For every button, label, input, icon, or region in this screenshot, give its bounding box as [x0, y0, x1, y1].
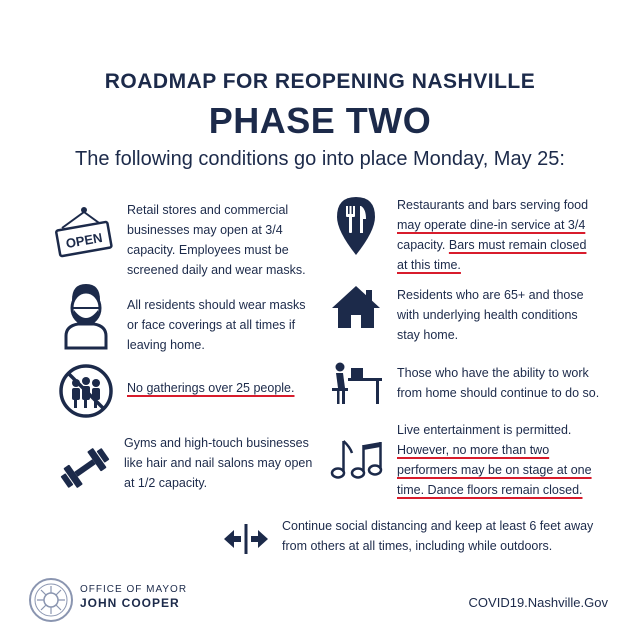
seniors-text: [397, 285, 584, 345]
retail-text: [127, 200, 306, 280]
open-sign-icon: [52, 206, 116, 262]
distancing-line-1: Continue social distancing and keep at least 6 feet away: [282, 519, 594, 533]
entertainment-line-1: Live entertainment is permitted.: [397, 423, 572, 437]
city-seal-icon: [28, 577, 74, 623]
seniors-line-3: stay home.: [397, 328, 459, 342]
masked-person-icon: [60, 282, 112, 350]
restaurants-line-3: capacity.: [397, 238, 446, 252]
dumbbell-icon: [58, 448, 112, 488]
retail-line-4: screened daily and wear masks.: [127, 263, 306, 277]
distancing-arrows-icon: [222, 524, 270, 554]
mayor-name: JOHN COOPER: [80, 596, 180, 610]
masks-line-2: or face coverings at all times if: [127, 318, 296, 332]
work-from-home-icon: [328, 360, 384, 406]
entertainment-text: [397, 420, 592, 500]
restaurants-line-3b: Bars must remain closed: [448, 238, 587, 252]
gatherings-line-1: No gatherings over 25 people.: [127, 381, 295, 395]
seniors-line-1: Residents who are 65+ and those: [397, 288, 584, 302]
house-icon: [330, 284, 382, 330]
entertainment-line-2: However, no more than two: [397, 443, 550, 457]
work-text: [397, 363, 599, 403]
masks-line-3: leaving home.: [127, 338, 205, 352]
restaurants-line-1: Restaurants and bars serving food: [397, 198, 589, 212]
gyms-line-3: at 1/2 capacity.: [124, 476, 208, 490]
gatherings-text: [127, 378, 294, 398]
office-label: OFFICE OF MAYOR: [80, 584, 188, 595]
restaurants-line-4: at this time.: [397, 258, 461, 272]
distancing-line-2: from others at all times, including while outdoors.: [282, 539, 553, 553]
retail-line-2: businesses may open at 3/4: [127, 223, 283, 237]
gyms-line-1: Gyms and high-touch businesses: [124, 436, 309, 450]
restaurants-text: [397, 195, 588, 275]
website-text: COVID19.Nashville.Gov: [468, 595, 608, 610]
retail-line-3: capacity. Employees must be: [127, 243, 289, 257]
seniors-line-2: with underlying health conditions: [397, 308, 578, 322]
phase-title: PHASE TWO: [208, 100, 432, 141]
entertainment-line-4: time. Dance floors remain closed.: [397, 483, 583, 497]
music-notes-icon: [330, 437, 384, 481]
page-subtitle: The following conditions go into place Monday, May 25:: [75, 148, 565, 170]
masks-text: [127, 295, 306, 355]
gyms-line-2: like hair and nail salons may open: [124, 456, 313, 470]
work-line-2: from home should continue to do so.: [397, 386, 600, 400]
retail-line-1: Retail stores and commercial: [127, 203, 289, 217]
restaurant-pin-icon: [333, 195, 379, 257]
work-line-1: Those who have the ability to work: [397, 366, 589, 380]
open-sign-text: OPEN: [64, 229, 104, 252]
page-title: ROADMAP FOR REOPENING NASHVILLE: [104, 70, 536, 93]
no-gatherings-icon: [58, 363, 114, 419]
restaurants-line-2: may operate dine-in service at 3/4: [397, 218, 586, 232]
gyms-text: [124, 433, 312, 493]
masks-line-1: All residents should wear masks: [127, 298, 306, 312]
distancing-text: [282, 516, 593, 556]
entertainment-line-3: performers may be on stage at one: [397, 463, 592, 477]
